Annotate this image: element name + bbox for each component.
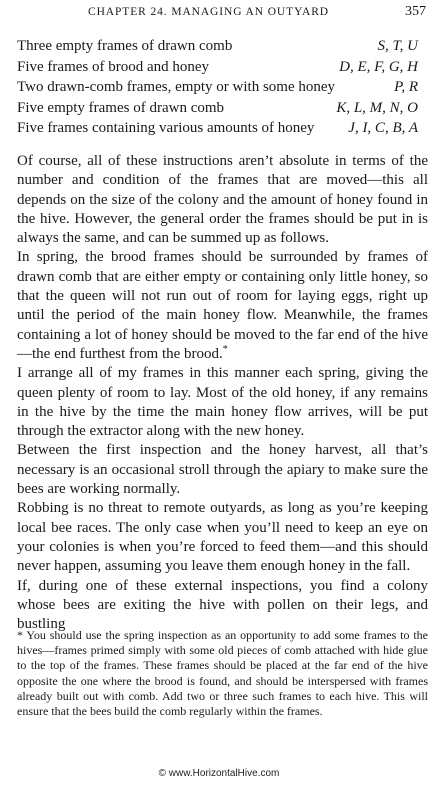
paragraph: Between the first inspection and the honey harvest, all that’s necessary is an occasional stroll through the apiary to make sure the bees are working normally.	[17, 442, 428, 498]
frame-description: Five frames containing various amounts of honey	[17, 120, 315, 136]
paragraph-text: In spring, the brood frames should be surrounded by frames of drawn comb that are either empty or containing only little honey, so that the queen will not run out of room for laying eggs, right up until the period of the main honey flow. Meanwhile, the frames containing a lot of honey should be moved to the far end of the hive—the end furthest from the brood.	[17, 249, 428, 362]
paragraph: Robbing is no threat to remote outyards, as long as you’re keeping local bee races. The only case when you’ll need to keep an eye on your colonies is when you’re forced to feed them—and this should never happen, assuming you leave them enough honey in the fall.	[17, 500, 428, 575]
body-text	[17, 152, 428, 634]
chapter-title: CHAPTER 24. MANAGING AN OUTYARD	[88, 6, 329, 18]
frame-list-item	[17, 57, 424, 78]
frame-letters: D, E, F, G, H	[339, 58, 418, 75]
paragraph: If, during one of these external inspections, you find a colony whose bees are exiting the hive with pollen on their legs, and bustling	[17, 577, 428, 633]
frame-description: Two drawn-comb frames, empty or with some honey	[17, 79, 336, 95]
frame-letters: J, I, C, B, A	[348, 120, 418, 136]
frame-description: Three empty frames of drawn comb	[17, 38, 233, 54]
frame-letters: K, L, M, N, O	[336, 99, 418, 116]
frame-list-item	[17, 118, 424, 139]
frame-list-item	[17, 98, 424, 119]
paragraph: Of course, all of these instructions aren’t absolute in terms of the number and condition of the frames that are moved—this all depends on the size of the colony and the amount of honey found in the hive. However, the general order the frames should be put in is always the same, and can be summed up as follows.	[17, 153, 428, 247]
frame-description: Five frames of brood and honey	[17, 58, 210, 75]
frame-list-item	[17, 36, 424, 57]
footnote: * You should use the spring inspection as an opportunity to add some frames to the hives—frames primed simply with some old pieces of comb attached with hide glue to the top of the frames. These frames should be placed at the far end of the hive opposite the one where the brood is found, and should be interspersed with frames already built out with comb. Add two or three such frames to each hive. This will ensure that the bees build the comb regularly within the frames.	[17, 628, 428, 719]
copyright-credit: © www.HorizontalHive.com	[158, 768, 280, 779]
paragraph	[17, 248, 428, 364]
frame-description: Five empty frames of drawn comb	[17, 99, 225, 116]
page-number: 357	[405, 4, 426, 19]
frame-list-item	[17, 77, 424, 98]
footnote-marker: *	[222, 343, 228, 355]
running-head	[88, 4, 426, 24]
frame-letters: S, T, U	[377, 38, 418, 54]
frame-letters: P, R	[394, 79, 418, 95]
frame-arrangement-list	[17, 36, 424, 139]
paragraph: I arrange all of my frames in this manner each spring, giving the queen plenty of room to lay. Most of the old honey, if any remains in the hive by the time the main honey flow arrives, will be put through the extractor along with the new honey.	[17, 365, 428, 440]
